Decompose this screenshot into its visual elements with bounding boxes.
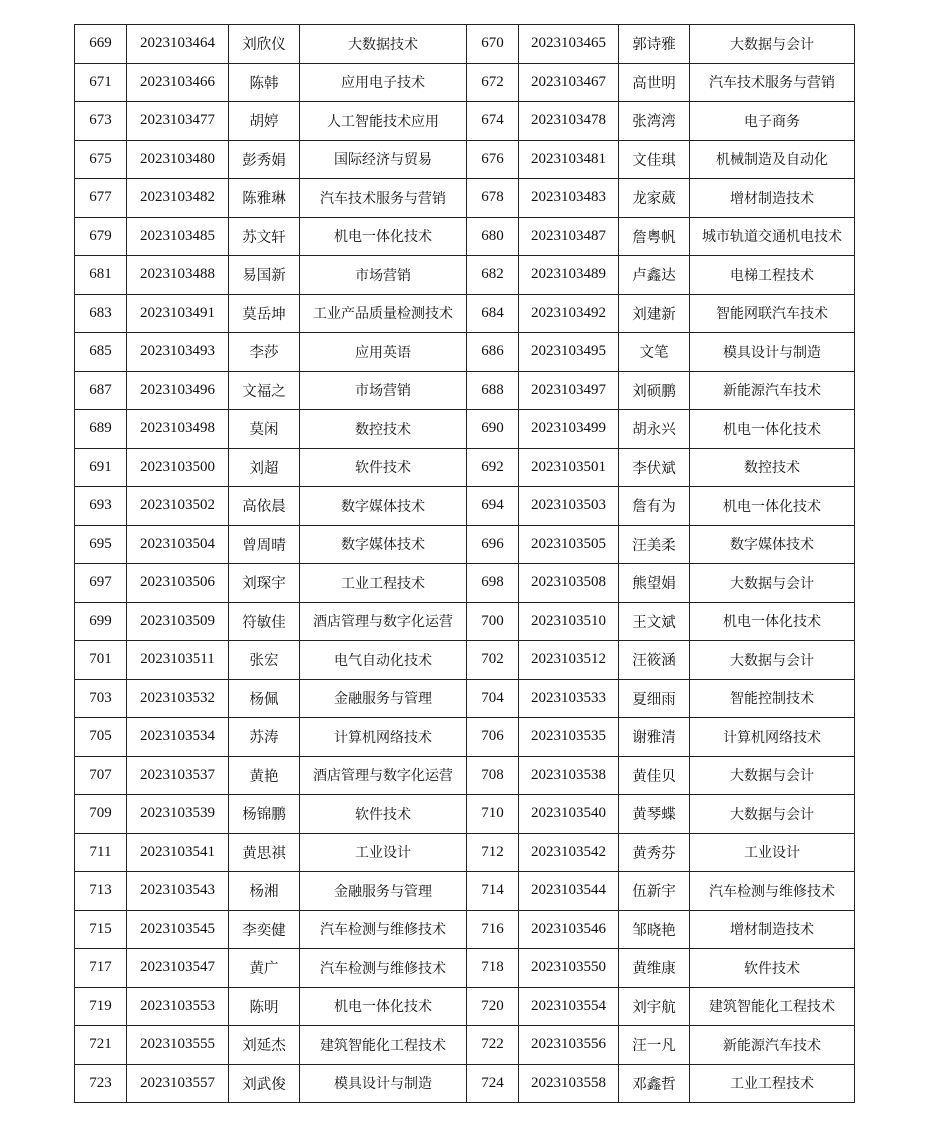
cell-major-right: 计算机网络技术: [690, 718, 855, 757]
cell-seq-right: 670: [467, 25, 519, 64]
cell-student-id-left: 2023103502: [127, 487, 229, 526]
cell-major-left: 工业产品质量检测技术: [300, 294, 467, 333]
cell-student-id-left: 2023103537: [127, 756, 229, 795]
cell-name-right: 黄佳贝: [619, 756, 690, 795]
table-row: [75, 756, 855, 795]
cell-major-right: 电子商务: [690, 102, 855, 141]
cell-seq-left: 683: [75, 294, 127, 333]
table-row: [75, 602, 855, 641]
cell-name-right: 黄维康: [619, 949, 690, 988]
cell-name-right: 邓鑫哲: [619, 1064, 690, 1103]
table-row: [75, 910, 855, 949]
cell-name-left: 刘超: [229, 448, 300, 487]
cell-seq-left: 723: [75, 1064, 127, 1103]
cell-seq-left: 691: [75, 448, 127, 487]
cell-name-right: 刘硕鹏: [619, 371, 690, 410]
cell-seq-left: 693: [75, 487, 127, 526]
cell-name-right: 汪一凡: [619, 1026, 690, 1065]
cell-major-right: 机械制造及自动化: [690, 140, 855, 179]
cell-seq-left: 697: [75, 564, 127, 603]
table-row: [75, 872, 855, 911]
table-row: [75, 564, 855, 603]
cell-name-left: 莫岳坤: [229, 294, 300, 333]
cell-student-id-left: 2023103477: [127, 102, 229, 141]
cell-student-id-right: 2023103540: [519, 795, 619, 834]
cell-seq-right: 694: [467, 487, 519, 526]
cell-student-id-left: 2023103491: [127, 294, 229, 333]
cell-seq-left: 713: [75, 872, 127, 911]
cell-name-left: 杨湘: [229, 872, 300, 911]
cell-student-id-right: 2023103512: [519, 641, 619, 680]
cell-student-id-left: 2023103543: [127, 872, 229, 911]
cell-name-right: 王文斌: [619, 602, 690, 641]
cell-seq-left: 709: [75, 795, 127, 834]
table-row: [75, 294, 855, 333]
cell-student-id-left: 2023103498: [127, 410, 229, 449]
cell-major-left: 机电一体化技术: [300, 217, 467, 256]
cell-student-id-left: 2023103539: [127, 795, 229, 834]
cell-major-left: 工业工程技术: [300, 564, 467, 603]
cell-name-right: 卢鑫达: [619, 256, 690, 295]
cell-major-left: 软件技术: [300, 795, 467, 834]
cell-major-left: 软件技术: [300, 448, 467, 487]
cell-seq-left: 681: [75, 256, 127, 295]
cell-student-id-left: 2023103509: [127, 602, 229, 641]
cell-name-left: 苏涛: [229, 718, 300, 757]
cell-major-right: 电梯工程技术: [690, 256, 855, 295]
cell-major-right: 智能控制技术: [690, 679, 855, 718]
cell-seq-right: 672: [467, 63, 519, 102]
cell-student-id-right: 2023103501: [519, 448, 619, 487]
cell-student-id-right: 2023103554: [519, 987, 619, 1026]
cell-name-right: 刘宇航: [619, 987, 690, 1026]
cell-seq-left: 707: [75, 756, 127, 795]
cell-name-right: 伍新宇: [619, 872, 690, 911]
cell-name-right: 文笔: [619, 333, 690, 372]
cell-major-right: 智能网联汽车技术: [690, 294, 855, 333]
cell-seq-left: 689: [75, 410, 127, 449]
cell-major-left: 电气自动化技术: [300, 641, 467, 680]
cell-major-left: 金融服务与管理: [300, 872, 467, 911]
cell-name-left: 陈韩: [229, 63, 300, 102]
table-row: [75, 140, 855, 179]
cell-seq-left: 679: [75, 217, 127, 256]
cell-major-right: 模具设计与制造: [690, 333, 855, 372]
cell-name-left: 张宏: [229, 641, 300, 680]
cell-seq-left: 673: [75, 102, 127, 141]
cell-seq-left: 675: [75, 140, 127, 179]
cell-student-id-right: 2023103492: [519, 294, 619, 333]
cell-major-right: 增材制造技术: [690, 179, 855, 218]
cell-name-right: 夏细雨: [619, 679, 690, 718]
cell-seq-right: 678: [467, 179, 519, 218]
cell-name-left: 李奕健: [229, 910, 300, 949]
cell-major-left: 市场营销: [300, 371, 467, 410]
cell-name-left: 黄广: [229, 949, 300, 988]
cell-student-id-left: 2023103482: [127, 179, 229, 218]
cell-student-id-left: 2023103553: [127, 987, 229, 1026]
cell-major-right: 新能源汽车技术: [690, 371, 855, 410]
cell-seq-left: 669: [75, 25, 127, 64]
cell-student-id-right: 2023103533: [519, 679, 619, 718]
cell-name-right: 高世明: [619, 63, 690, 102]
cell-name-right: 汪美柔: [619, 525, 690, 564]
cell-seq-right: 714: [467, 872, 519, 911]
table-row: [75, 833, 855, 872]
cell-major-right: 软件技术: [690, 949, 855, 988]
cell-student-id-right: 2023103465: [519, 25, 619, 64]
cell-student-id-left: 2023103547: [127, 949, 229, 988]
cell-seq-left: 711: [75, 833, 127, 872]
cell-major-left: 市场营销: [300, 256, 467, 295]
cell-seq-left: 695: [75, 525, 127, 564]
cell-name-right: 文佳琪: [619, 140, 690, 179]
cell-name-left: 胡婷: [229, 102, 300, 141]
table-row: [75, 179, 855, 218]
cell-seq-left: 677: [75, 179, 127, 218]
table-row: [75, 487, 855, 526]
cell-name-left: 高依晨: [229, 487, 300, 526]
cell-seq-left: 699: [75, 602, 127, 641]
cell-major-left: 数控技术: [300, 410, 467, 449]
cell-seq-right: 720: [467, 987, 519, 1026]
cell-name-left: 符敏佳: [229, 602, 300, 641]
cell-student-id-right: 2023103556: [519, 1026, 619, 1065]
cell-major-right: 汽车技术服务与营销: [690, 63, 855, 102]
cell-major-right: 大数据与会计: [690, 564, 855, 603]
cell-name-right: 黄秀芬: [619, 833, 690, 872]
cell-name-right: 汪筱涵: [619, 641, 690, 680]
cell-seq-right: 682: [467, 256, 519, 295]
table-row: [75, 217, 855, 256]
cell-student-id-left: 2023103555: [127, 1026, 229, 1065]
cell-student-id-right: 2023103487: [519, 217, 619, 256]
cell-student-id-left: 2023103534: [127, 718, 229, 757]
cell-student-id-right: 2023103467: [519, 63, 619, 102]
cell-student-id-right: 2023103503: [519, 487, 619, 526]
cell-major-right: 机电一体化技术: [690, 602, 855, 641]
table-row: [75, 987, 855, 1026]
cell-major-right: 工业设计: [690, 833, 855, 872]
cell-student-id-left: 2023103485: [127, 217, 229, 256]
table-body: [75, 25, 855, 1103]
table-row: [75, 641, 855, 680]
cell-student-id-right: 2023103508: [519, 564, 619, 603]
cell-student-id-right: 2023103481: [519, 140, 619, 179]
table-row: [75, 795, 855, 834]
cell-student-id-right: 2023103499: [519, 410, 619, 449]
cell-major-right: 大数据与会计: [690, 795, 855, 834]
cell-major-left: 汽车技术服务与营销: [300, 179, 467, 218]
cell-major-left: 金融服务与管理: [300, 679, 467, 718]
table-row: [75, 25, 855, 64]
cell-name-left: 黄艳: [229, 756, 300, 795]
cell-seq-right: 706: [467, 718, 519, 757]
cell-major-right: 机电一体化技术: [690, 487, 855, 526]
cell-student-id-right: 2023103478: [519, 102, 619, 141]
cell-student-id-left: 2023103464: [127, 25, 229, 64]
cell-major-left: 汽车检测与维修技术: [300, 910, 467, 949]
cell-name-right: 黄琴蝶: [619, 795, 690, 834]
cell-seq-right: 722: [467, 1026, 519, 1065]
cell-major-right: 新能源汽车技术: [690, 1026, 855, 1065]
cell-student-id-right: 2023103538: [519, 756, 619, 795]
cell-seq-right: 680: [467, 217, 519, 256]
table-row: [75, 525, 855, 564]
table-row: [75, 102, 855, 141]
cell-seq-right: 686: [467, 333, 519, 372]
cell-major-left: 酒店管理与数字化运营: [300, 756, 467, 795]
table-row: [75, 371, 855, 410]
cell-name-right: 刘建新: [619, 294, 690, 333]
cell-major-left: 应用电子技术: [300, 63, 467, 102]
cell-major-left: 机电一体化技术: [300, 987, 467, 1026]
cell-seq-right: 688: [467, 371, 519, 410]
cell-major-right: 汽车检测与维修技术: [690, 872, 855, 911]
cell-name-right: 李伏斌: [619, 448, 690, 487]
table-row: [75, 448, 855, 487]
cell-student-id-left: 2023103506: [127, 564, 229, 603]
cell-seq-left: 715: [75, 910, 127, 949]
cell-student-id-left: 2023103557: [127, 1064, 229, 1103]
cell-student-id-right: 2023103497: [519, 371, 619, 410]
table-row: [75, 679, 855, 718]
cell-seq-left: 687: [75, 371, 127, 410]
cell-seq-right: 708: [467, 756, 519, 795]
cell-name-left: 莫闲: [229, 410, 300, 449]
table-row: [75, 949, 855, 988]
cell-name-left: 杨佩: [229, 679, 300, 718]
cell-name-left: 刘琛宇: [229, 564, 300, 603]
cell-seq-right: 684: [467, 294, 519, 333]
cell-name-right: 熊望娟: [619, 564, 690, 603]
cell-major-right: 机电一体化技术: [690, 410, 855, 449]
cell-seq-left: 703: [75, 679, 127, 718]
cell-major-right: 数控技术: [690, 448, 855, 487]
cell-student-id-left: 2023103504: [127, 525, 229, 564]
table-row: [75, 63, 855, 102]
cell-major-right: 数字媒体技术: [690, 525, 855, 564]
cell-student-id-left: 2023103500: [127, 448, 229, 487]
cell-seq-right: 712: [467, 833, 519, 872]
cell-major-right: 建筑智能化工程技术: [690, 987, 855, 1026]
cell-student-id-right: 2023103550: [519, 949, 619, 988]
cell-major-right: 大数据与会计: [690, 641, 855, 680]
cell-seq-right: 674: [467, 102, 519, 141]
student-list-table: [74, 24, 855, 1103]
cell-seq-right: 692: [467, 448, 519, 487]
cell-seq-left: 701: [75, 641, 127, 680]
cell-student-id-right: 2023103483: [519, 179, 619, 218]
table-row: [75, 1064, 855, 1103]
cell-seq-right: 718: [467, 949, 519, 988]
cell-seq-right: 704: [467, 679, 519, 718]
cell-major-right: 大数据与会计: [690, 756, 855, 795]
cell-name-left: 文福之: [229, 371, 300, 410]
cell-major-right: 大数据与会计: [690, 25, 855, 64]
cell-name-right: 詹有为: [619, 487, 690, 526]
table-row: [75, 1026, 855, 1065]
cell-name-right: 胡永兴: [619, 410, 690, 449]
cell-student-id-left: 2023103511: [127, 641, 229, 680]
cell-student-id-right: 2023103510: [519, 602, 619, 641]
cell-student-id-left: 2023103496: [127, 371, 229, 410]
cell-seq-right: 724: [467, 1064, 519, 1103]
cell-seq-right: 700: [467, 602, 519, 641]
cell-name-left: 曾周晴: [229, 525, 300, 564]
cell-name-left: 刘延杰: [229, 1026, 300, 1065]
cell-student-id-right: 2023103542: [519, 833, 619, 872]
cell-student-id-left: 2023103541: [127, 833, 229, 872]
cell-major-left: 计算机网络技术: [300, 718, 467, 757]
cell-student-id-left: 2023103488: [127, 256, 229, 295]
cell-major-right: 城市轨道交通机电技术: [690, 217, 855, 256]
cell-name-left: 黄思祺: [229, 833, 300, 872]
cell-seq-left: 719: [75, 987, 127, 1026]
cell-major-left: 应用英语: [300, 333, 467, 372]
cell-seq-right: 698: [467, 564, 519, 603]
cell-name-right: 龙家葳: [619, 179, 690, 218]
cell-major-left: 模具设计与制造: [300, 1064, 467, 1103]
cell-major-left: 大数据技术: [300, 25, 467, 64]
cell-student-id-right: 2023103495: [519, 333, 619, 372]
cell-seq-left: 717: [75, 949, 127, 988]
cell-major-left: 数字媒体技术: [300, 525, 467, 564]
cell-seq-right: 710: [467, 795, 519, 834]
cell-major-left: 国际经济与贸易: [300, 140, 467, 179]
cell-name-right: 詹粤帆: [619, 217, 690, 256]
cell-name-left: 陈雅琳: [229, 179, 300, 218]
cell-name-left: 刘武俊: [229, 1064, 300, 1103]
cell-seq-right: 696: [467, 525, 519, 564]
cell-name-right: 谢雅清: [619, 718, 690, 757]
cell-student-id-right: 2023103558: [519, 1064, 619, 1103]
cell-seq-left: 721: [75, 1026, 127, 1065]
cell-seq-right: 690: [467, 410, 519, 449]
table-row: [75, 256, 855, 295]
cell-student-id-left: 2023103493: [127, 333, 229, 372]
cell-seq-left: 685: [75, 333, 127, 372]
cell-name-right: 张湾湾: [619, 102, 690, 141]
cell-seq-right: 676: [467, 140, 519, 179]
cell-student-id-left: 2023103545: [127, 910, 229, 949]
cell-major-right: 增材制造技术: [690, 910, 855, 949]
cell-major-left: 汽车检测与维修技术: [300, 949, 467, 988]
table-row: [75, 718, 855, 757]
cell-student-id-right: 2023103535: [519, 718, 619, 757]
cell-name-right: 邹晓艳: [619, 910, 690, 949]
cell-name-left: 彭秀娟: [229, 140, 300, 179]
cell-seq-right: 702: [467, 641, 519, 680]
cell-name-left: 杨锦鹏: [229, 795, 300, 834]
cell-major-left: 人工智能技术应用: [300, 102, 467, 141]
cell-student-id-right: 2023103489: [519, 256, 619, 295]
cell-name-left: 陈明: [229, 987, 300, 1026]
cell-major-right: 工业工程技术: [690, 1064, 855, 1103]
cell-seq-left: 671: [75, 63, 127, 102]
cell-student-id-right: 2023103505: [519, 525, 619, 564]
cell-student-id-right: 2023103546: [519, 910, 619, 949]
table-row: [75, 333, 855, 372]
cell-major-left: 数字媒体技术: [300, 487, 467, 526]
cell-student-id-left: 2023103466: [127, 63, 229, 102]
cell-major-left: 建筑智能化工程技术: [300, 1026, 467, 1065]
cell-name-left: 李莎: [229, 333, 300, 372]
cell-major-left: 酒店管理与数字化运营: [300, 602, 467, 641]
cell-student-id-left: 2023103532: [127, 679, 229, 718]
cell-major-left: 工业设计: [300, 833, 467, 872]
cell-student-id-left: 2023103480: [127, 140, 229, 179]
cell-seq-right: 716: [467, 910, 519, 949]
table-row: [75, 410, 855, 449]
cell-name-right: 郭诗雅: [619, 25, 690, 64]
cell-name-left: 苏文轩: [229, 217, 300, 256]
cell-name-left: 易国新: [229, 256, 300, 295]
cell-seq-left: 705: [75, 718, 127, 757]
cell-name-left: 刘欣仪: [229, 25, 300, 64]
cell-student-id-right: 2023103544: [519, 872, 619, 911]
